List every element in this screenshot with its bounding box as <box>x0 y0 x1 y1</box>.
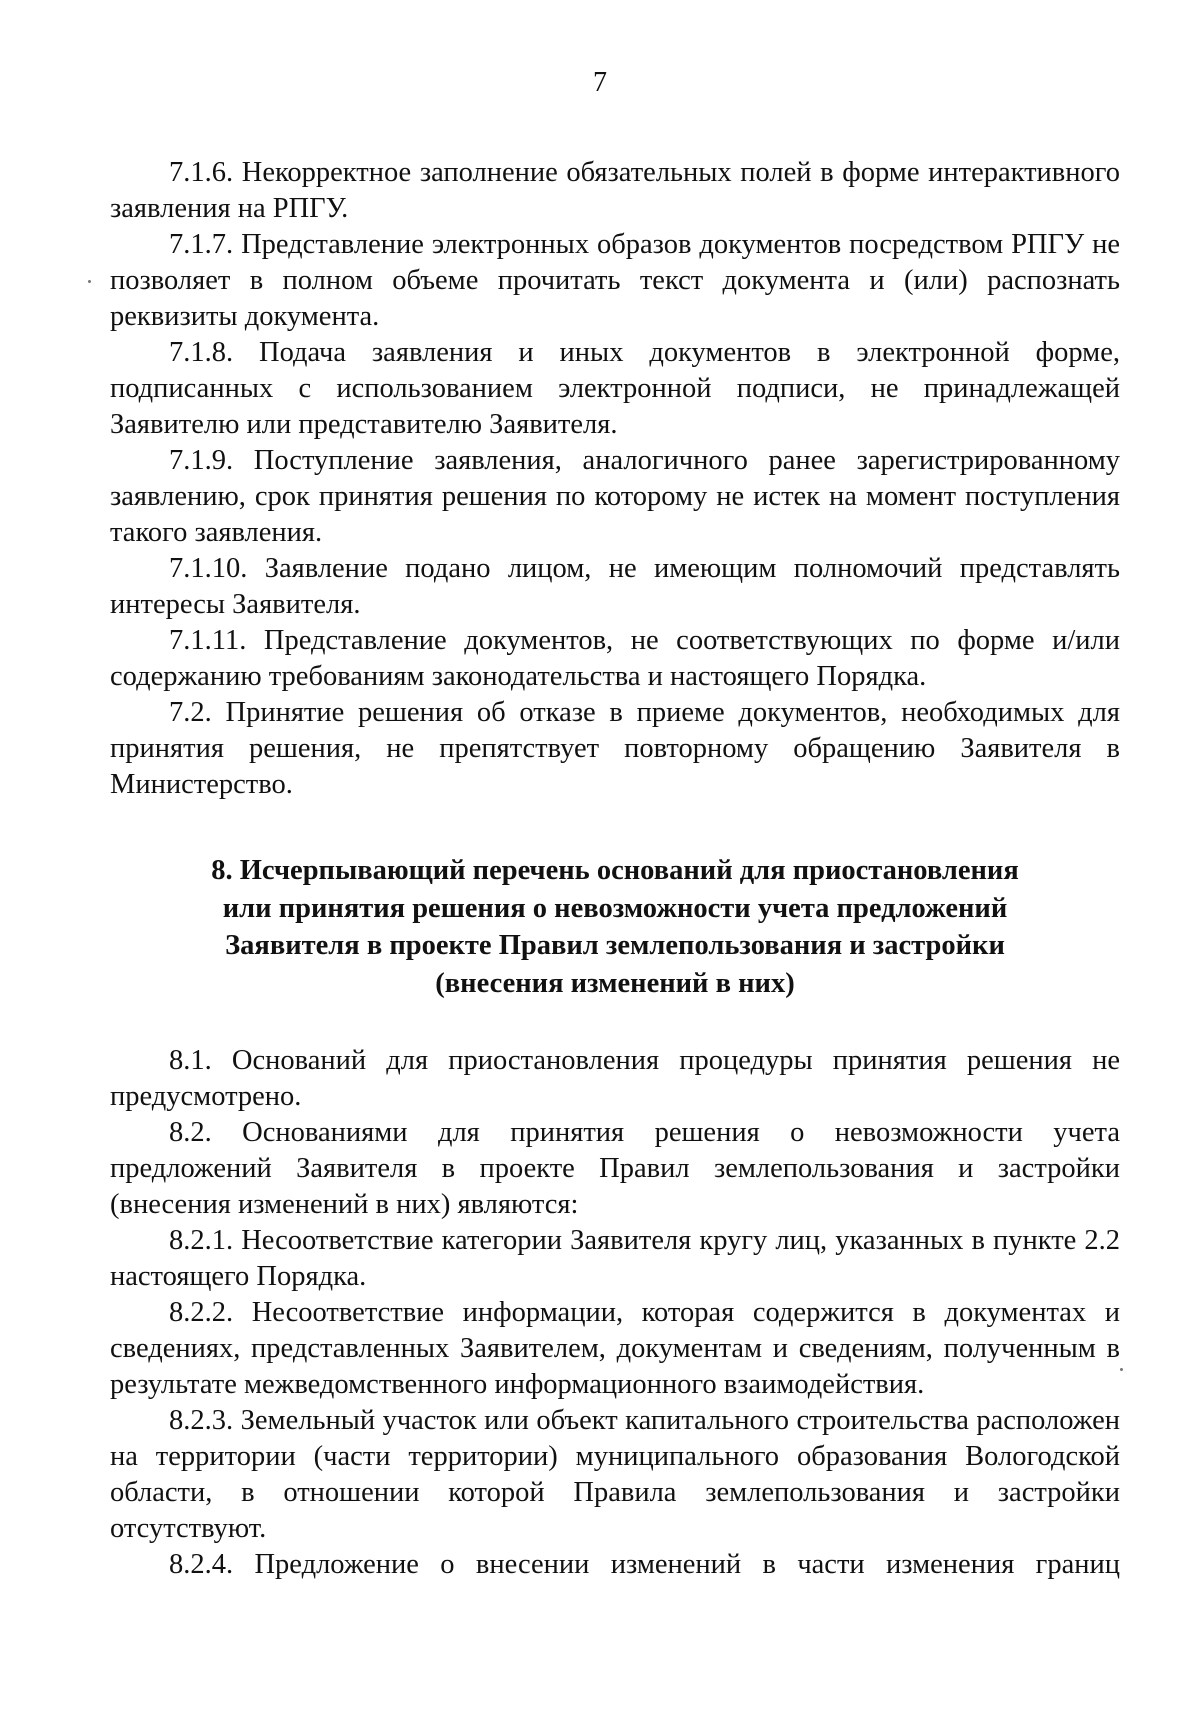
paragraph-7-2: 7.2. Принятие решения об отказе в приеме документов, необходимых для принятия решения, не препятствует повторному обращению Заявителя в Министерство. <box>110 697 1120 800</box>
paragraph-7-1-10: 7.1.10. Заявление подано лицом, не имеющим полномочий представлять интересы Заявителя. <box>110 553 1120 620</box>
paragraph-7-1-8: 7.1.8. Подача заявления и иных документов в электронной форме, подписанных с использованием электронной подписи, не принадлежащей Заявителю или представителю Заявителя. <box>110 337 1120 440</box>
paragraph-7-1-7: 7.1.7. Представление электронных образов документов посредством РПГУ не позволяет в полном объеме прочитать текст документа и (или) распознать реквизиты документа. <box>110 229 1120 332</box>
paragraph-8-1: 8.1. Оснований для приостановления процедуры принятия решения не предусмотрено. <box>110 1045 1120 1112</box>
page-number: 7 <box>593 67 607 98</box>
paragraph-8-2-4: 8.2.4. Предложение о внесении изменений в части изменения границ <box>169 1549 1120 1580</box>
paragraph-8-2-2: 8.2.2. Несоответствие информации, которая содержится в документах и сведениях, представленных Заявителем, документам и сведениям, полученным в результате межведомственного информационного взаимодействия. <box>110 1297 1120 1400</box>
paragraph-7-1-6: 7.1.6. Некорректное заполнение обязательных полей в форме интерактивного заявления на РПГУ. <box>110 157 1120 224</box>
scan-speck <box>88 280 91 283</box>
bottom-section <box>110 1043 1120 1583</box>
section-8-heading <box>110 852 1120 1002</box>
scan-speck <box>1120 1368 1123 1371</box>
heading-line-1: 8. Исчерпывающий перечень оснований для приостановления <box>211 855 1019 886</box>
paragraph-7-1-11: 7.1.11. Представление документов, не соответствующих по форме и/или содержанию требованиям законодательства и настоящего Порядка. <box>110 625 1120 692</box>
heading-line-3: Заявителя в проекте Правил землепользования и застройки <box>225 930 1005 961</box>
paragraph-8-2-3: 8.2.3. Земельный участок или объект капитального строительства расположен на территории (части территории) муниципального образования Вологодской области, в отношении которой Правила землепользования и застройки отсутствуют. <box>110 1405 1120 1544</box>
paragraph-8-2-1: 8.2.1. Несоответствие категории Заявителя кругу лиц, указанных в пункте 2.2 настоящего Порядка. <box>110 1225 1120 1292</box>
paragraph-7-1-9: 7.1.9. Поступление заявления, аналогичного ранее зарегистрированному заявлению, срок принятия решения по которому не истек на момент поступления такого заявления. <box>110 445 1120 548</box>
paragraph-8-2: 8.2. Основаниями для принятия решения о невозможности учета предложений Заявителя в проекте Правил землепользования и застройки (внесения изменений в них) являются: <box>110 1117 1120 1220</box>
heading-line-2: или принятия решения о невозможности учета предложений <box>222 892 1008 924</box>
top-section <box>110 155 1120 803</box>
heading-line-4: (внесения изменений в них) <box>435 967 795 999</box>
